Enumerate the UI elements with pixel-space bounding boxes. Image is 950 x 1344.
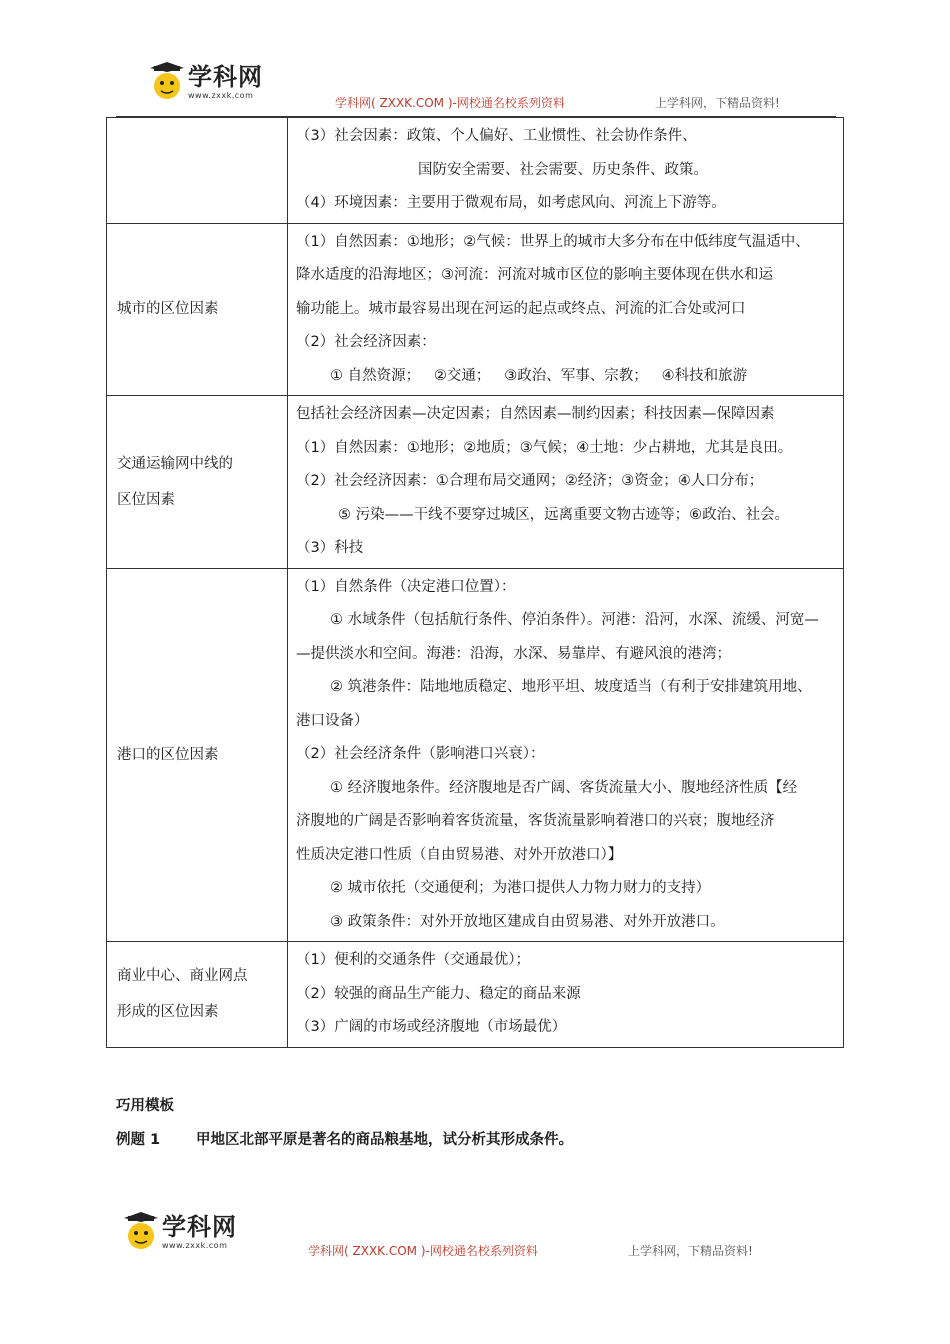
site-logo — [148, 62, 263, 102]
logo-domain: www.zxxk.com — [188, 90, 254, 100]
table-row — [107, 223, 844, 396]
content-line: 降水适度的沿海地区；③河流：河流对城市区位的影响主要体现在供水和运 — [296, 267, 773, 283]
example-text: 甲地区北部平原是著名的商品粮基地，试分析其形成条件。 — [196, 1132, 573, 1148]
content-line: （3）广阔的市场或经济腹地（市场最优） — [296, 1019, 567, 1035]
row-label: 港口的区位因素 — [107, 568, 288, 942]
content-line: （4）环境因素：主要用于微观布局，如考虑风向、河流上下游等。 — [296, 195, 726, 211]
table-row — [107, 396, 844, 569]
content-line: （2）较强的商品生产能力、稳定的商品来源 — [296, 985, 581, 1002]
page-footer — [0, 1212, 950, 1272]
content-line: ③ 政策条件：对外开放地区建成自由贸易港、对外开放港口。 — [330, 913, 725, 930]
content-line: （1）自然条件（决定港口位置）： — [296, 578, 516, 595]
example-question — [116, 1128, 573, 1149]
row-label-line: 形成的区位因素 — [117, 1004, 219, 1021]
content-line: （3）科技 — [296, 540, 364, 556]
row-label-line: 区位因素 — [117, 491, 175, 508]
site-slogan: 上学科网，下精品资料! — [655, 96, 780, 110]
content-line: （1）自然因素：①地形；②气候：世界上的城市大多分布在中低纬度气温适中、 — [296, 233, 810, 250]
content-line: —提供淡水和空间。海港：沿海，水深、易靠岸、有避风浪的港湾； — [296, 645, 731, 662]
content-line: 济腹地的广阔是否影响着客货流量，客货流量影响着港口的兴衰；腹地经济 — [296, 813, 775, 829]
content-line: ② 筑港条件：陆地地质稳定、地形平坦、坡度适当（有利于安排建筑用地、 — [330, 679, 812, 695]
row-content — [288, 118, 844, 224]
site-tagline: 学科网( ZXXK.COM )-网校通名校系列资料 — [335, 96, 565, 110]
row-label — [107, 396, 288, 569]
content-line: ⑤ 污染——干线不要穿过城区，远离重要文物古迹等；⑥政治、社会。 — [338, 506, 790, 523]
content-line: 国防安全需要、社会需要、历史条件、政策。 — [418, 161, 708, 178]
logo-name: 学科网 — [162, 1212, 237, 1241]
page-header — [0, 62, 950, 122]
content-line: ② 城市依托（交通便利；为港口提供人力物力财力的支持） — [330, 880, 711, 896]
mascot-icon — [148, 62, 186, 102]
table-row — [107, 568, 844, 942]
table-row — [107, 942, 844, 1048]
row-content — [288, 942, 844, 1048]
site-slogan: 上学科网，下精品资料! — [628, 1244, 753, 1258]
location-factors-table — [106, 117, 844, 1048]
content-line: 性质决定港口性质（自由贸易港、对外开放港口）】 — [296, 846, 623, 863]
mascot-icon — [122, 1212, 160, 1252]
content-line: ① 自然资源； ②交通； ③政治、军事、宗教； ④科技和旅游 — [330, 367, 748, 384]
row-content — [288, 568, 844, 942]
site-logo — [122, 1212, 237, 1252]
row-label-line: 交通运输网中线的 — [117, 455, 233, 472]
content-line: （3）社会因素：政策、个人偏好、工业惯性、社会协作条件、 — [296, 128, 697, 144]
content-line: （1）自然因素：①地形；②地质；③气候；④土地：少占耕地，尤其是良田。 — [296, 439, 793, 456]
section-title: 巧用模板 — [116, 1098, 174, 1114]
logo-name: 学科网 — [188, 62, 263, 91]
content-line: （1）便利的交通条件（交通最优）； — [296, 952, 530, 968]
content-line: 包括社会经济因素—决定因素；自然因素—制约因素；科技因素—保障因素 — [296, 406, 775, 422]
row-label — [107, 118, 288, 224]
logo-domain: www.zxxk.com — [162, 1240, 228, 1250]
row-label: 城市的区位因素 — [107, 223, 288, 396]
content-line: （2）社会经济条件（影响港口兴衰）： — [296, 746, 545, 762]
content-line: 港口设备） — [296, 712, 369, 729]
row-content — [288, 223, 844, 396]
content-line: （2）社会经济因素：①合理布局交通网；②经济；③资金；④人口分布； — [296, 473, 764, 489]
example-number: 例题 1 — [116, 1132, 161, 1148]
content-line: （2）社会经济因素： — [296, 334, 436, 350]
content-line: ① 经济腹地条件。经济腹地是否广阔、客货流量大小、腹地经济性质【经 — [330, 779, 798, 796]
row-content — [288, 396, 844, 569]
row-label — [107, 942, 288, 1048]
table-row — [107, 118, 844, 224]
site-tagline: 学科网( ZXXK.COM )-网校通名校系列资料 — [308, 1244, 538, 1258]
row-label-line: 商业中心、商业网点 — [117, 968, 248, 985]
content-line: ① 水域条件（包括航行条件、停泊条件）。河港：沿河，水深、流缓、河宽— — [330, 612, 819, 628]
content-line: 输功能上。城市最容易出现在河运的起点或终点、河流的汇合处或河口 — [296, 300, 746, 317]
